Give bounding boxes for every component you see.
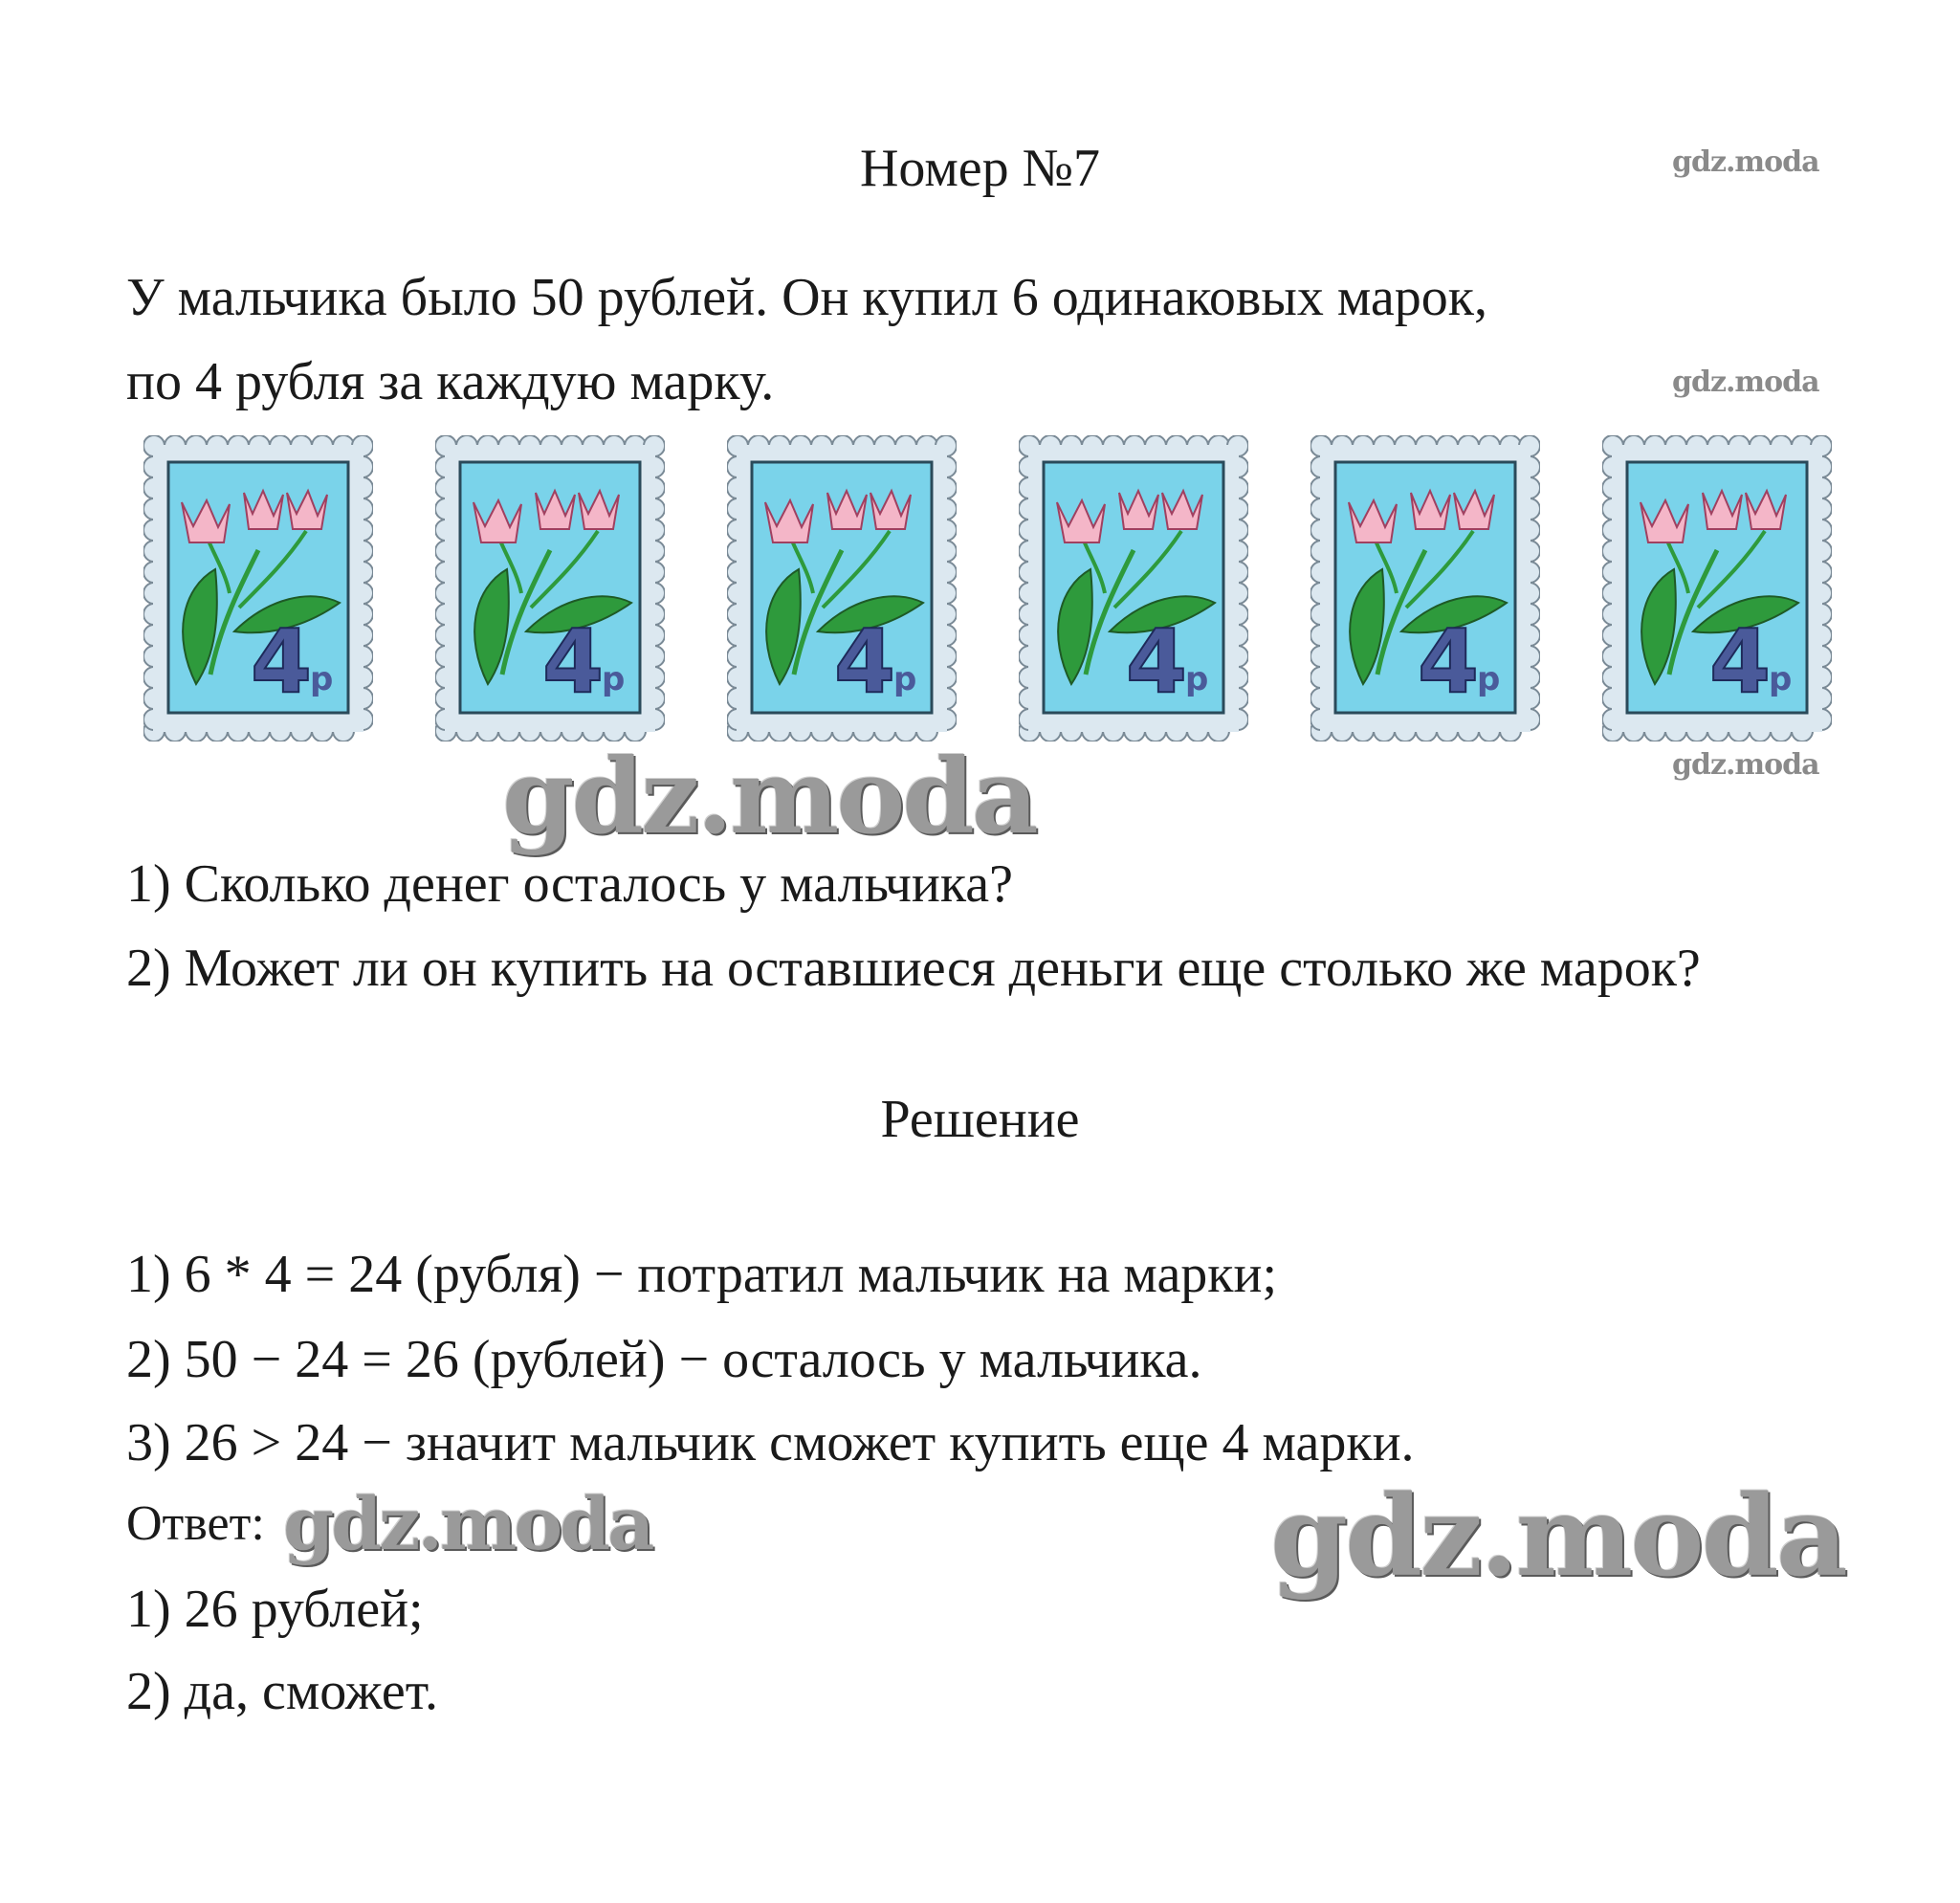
- page-title: Номер №7: [859, 139, 1101, 198]
- stamp-price-digit: 4: [1709, 610, 1772, 713]
- answer-label: Ответ:: [126, 1496, 265, 1551]
- stamp-image: [727, 435, 957, 741]
- stamp-image: [1019, 435, 1248, 741]
- solution-step-1: 1) 6 * 4 = 24 (рубля) − потратил мальчик на марки;: [126, 1245, 1278, 1304]
- stamp-price-unit: р: [1185, 660, 1209, 698]
- solution-step-2: 2) 50 − 24 = 26 (рублей) − осталось у мальчика.: [126, 1330, 1202, 1389]
- problem-line-2: по 4 рубля за каждую марку.: [126, 352, 775, 411]
- stamp-image: [1310, 435, 1540, 741]
- solution-heading: Решение: [880, 1090, 1080, 1149]
- stamp-price-digit: 4: [251, 610, 313, 713]
- watermark-large: gdz.moda: [502, 737, 1036, 857]
- stamp-image: [435, 435, 665, 741]
- solution-step-3: 3) 26 > 24 − значит мальчик сможет купить еще 4 марки.: [126, 1413, 1415, 1472]
- stamp-price-unit: р: [1769, 660, 1793, 698]
- watermark: gdz.moda: [1672, 365, 1819, 399]
- watermark-large: gdz.moda: [1270, 1472, 1845, 1602]
- stamp-price-digit: 4: [1126, 610, 1188, 713]
- stamp-image: [143, 435, 373, 741]
- stamps-row: [143, 435, 1846, 746]
- watermark-medium: gdz.moda: [283, 1481, 652, 1566]
- stamp-price-digit: 4: [542, 610, 605, 713]
- stamp-price-unit: р: [893, 660, 917, 698]
- problem-line-1: У мальчика было 50 рублей. Он купил 6 одинаковых марок,: [126, 268, 1487, 327]
- stamp-price-digit: 4: [1418, 610, 1480, 713]
- stamp-price-unit: р: [310, 660, 334, 698]
- stamp-price-digit: 4: [834, 610, 896, 713]
- stamp-price-unit: р: [1477, 660, 1501, 698]
- watermark: gdz.moda: [1672, 145, 1819, 179]
- question-2: 2) Может ли он купить на оставшиеся деньги еще столько же марок?: [126, 939, 1701, 998]
- stamp-image: [1602, 435, 1832, 741]
- answer-2: 2) да, сможет.: [126, 1662, 438, 1721]
- question-1: 1) Сколько денег осталось у мальчика?: [126, 854, 1013, 914]
- stamp-price-unit: р: [602, 660, 626, 698]
- watermark: gdz.moda: [1672, 748, 1819, 782]
- answer-1: 1) 26 рублей;: [126, 1580, 424, 1639]
